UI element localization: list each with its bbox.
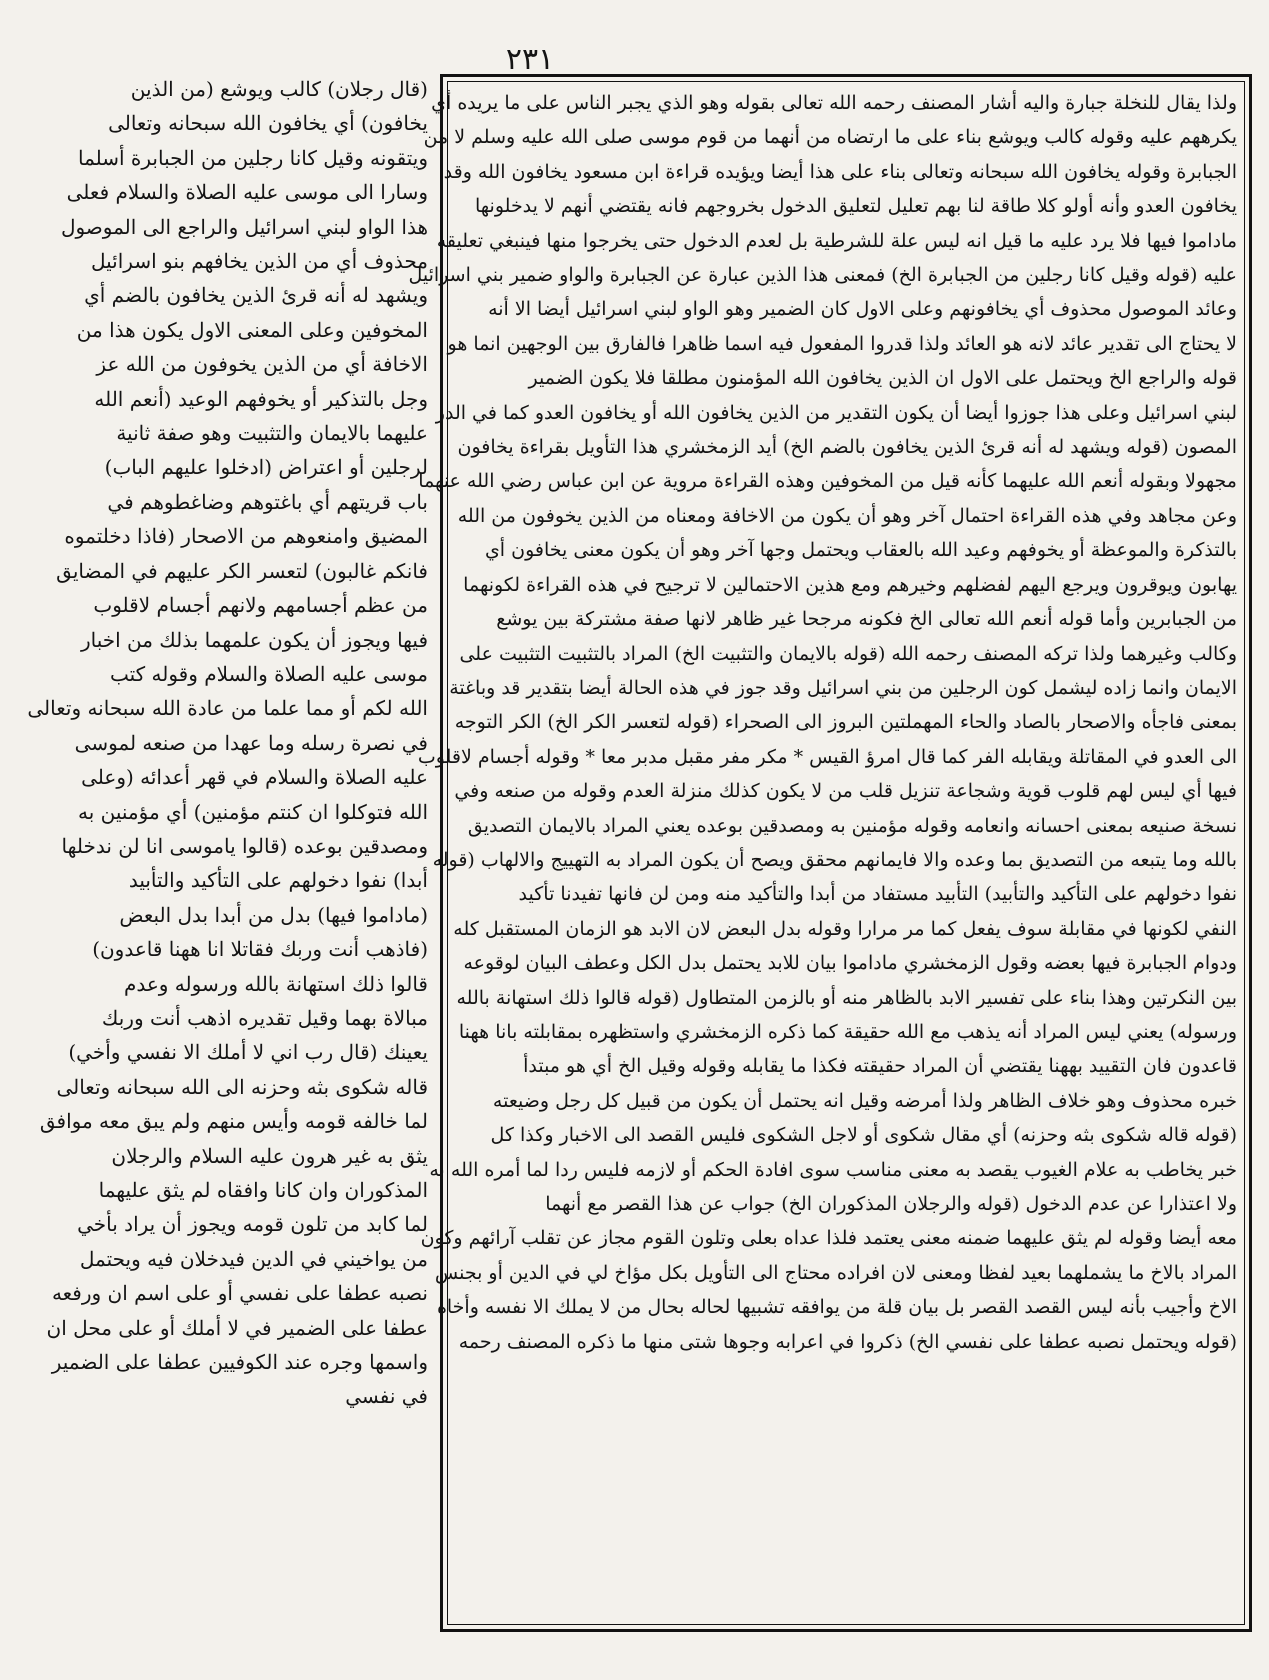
main-text-line: وكالب وغيرهما ولذا تركه المصنف رحمه الله (قوله بالايمان والتثبيت الخ) المراد بالتثبيت التثبيت على xyxy=(459,642,1237,665)
margin-text-line: يخافون) أي يخافون الله سبحانه وتعالى xyxy=(108,111,428,136)
main-text-line: وعائد الموصول محذوف أي يخافونهم وعلى الاول كان الضمير وهو الواو لبني اسرائيل أيضا الا أنه xyxy=(488,298,1237,321)
main-text-line: نفوا دخولهم على التأكيد والتأبيد) التأبيد مستفاد من أبدا والتأكيد منه ومن لن فانها تفيدنا تأكيد xyxy=(518,883,1237,906)
margin-text-line: وجل بالتذكير أو يخوفهم الوعيد (أنعم الله xyxy=(94,386,428,411)
margin-text-line: قاله شكوى بثه وحزنه الى الله سبحانه وتعالى xyxy=(56,1074,428,1099)
main-text-line: لا يحتاج الى تقدير عائد لانه هو العائد ولذا قدروا المفعول فيه اسما ظاهرا فالفارق بين الوجهين انما هو xyxy=(447,332,1237,355)
main-text-line: ورسوله) يعني ليس المراد أنه يذهب مع الله حقيقة كما ذكره الزمخشري واستظهره بمقابلته بانا ههنا xyxy=(458,1020,1237,1043)
margin-text-line: فيها ويجوز أن يكون علمهما بذلك من اخبار xyxy=(80,627,428,652)
main-text-line: الجبابرة وقوله يخافون الله سبحانه وتعالى بناء على هذا أيضا ويؤيده قراءة ابن مسعود يخافون الله وقد xyxy=(443,160,1237,183)
margin-text-line: قالوا ذلك استهانة بالله ورسوله وعدم xyxy=(123,971,428,996)
page-number: ٢٣١ xyxy=(505,42,555,77)
margin-text-line: مبالاة بهما وقيل تقديره اذهب أنت وربك xyxy=(101,1005,428,1030)
margin-text-line: لما كابد من تلون قومه ويجوز أن يراد بأخي xyxy=(77,1212,428,1237)
main-text-line: بين النكرتين وهذا بناء على تفسير الابد بالظاهر منه أو بالزمن المتطاول (قوله قالوا ذلك استهانة بالله xyxy=(456,986,1237,1009)
main-text-line: بالله وما يتبعه من التصديق بما وعده والا فايمانهم محقق ويصح أن يكون المراد به التهييج والالهاب (قوله xyxy=(432,848,1237,871)
main-text-line: الى العدو في المقاتلة ويقابله الفر كما قال امرؤ القيس * مكر مفر مقبل مدبر معا * وقوله أجسام لاقلوب xyxy=(417,745,1237,768)
margin-text-line: الله لكم أو مما علما من عادة الله سبحانه وتعالى xyxy=(27,696,428,721)
main-text-line: يهابون ويوقرون ويرجع اليهم لفضلهم وخيرهم ومع هذين الاحتمالين لا ترجيح في هذه القراءة لكونهما xyxy=(463,573,1237,596)
margin-text-line: محذوف أي من الذين يخافهم بنو اسرائيل xyxy=(91,249,428,274)
main-text-line: بالتذكرة والموعظة أو يخوفهم وعيد الله بالعقاب ويحتمل وجها آخر وهو أن يكون معنى يخافون أي xyxy=(484,539,1237,562)
main-text-line: لبني اسرائيل وعلى هذا جوزوا أيضا أن يكون التقدير من الذين يخافون الله أو يخافون العدو كما في الدر xyxy=(435,401,1237,424)
margin-text-line: ومصدقين بوعده (قالوا ياموسى انا لن ندخلها xyxy=(61,833,428,858)
main-text-line: مجهولا وبقوله أنعم الله عليهما كأنه قيل من المخوفين وهذه القراءة مروية عن ابن عباس رضي الله عنهما xyxy=(418,470,1237,493)
margin-text-line: عليه الصلاة والسلام في قهر أعدائه (وعلى xyxy=(81,765,428,790)
margin-text-line: (فاذهب أنت وربك فقاتلا انا ههنا قاعدون) xyxy=(92,937,428,962)
margin-text-line: ويشهد له أنه قرئ الذين يخافون بالضم أي xyxy=(84,283,428,308)
main-text-line: الاخ وأجيب بأنه ليس القصد القصر بل بيان قلة من يوافقه تشبيها لحاله بحال من لا يملك الا نفسه وأخاه xyxy=(436,1296,1237,1319)
main-text-line: يخافون العدو وأنه أولو كلا طاقة لنا بهم تعليل لتعليق الدخول بخروجهم فانه يقتضي أنهم لا يدخلونها xyxy=(475,195,1237,218)
main-commentary xyxy=(408,86,1237,1620)
margin-text-line: في نصرة رسله وما عهدا من صنعه لموسى xyxy=(74,730,428,755)
margin-text-line: يثق به غير هرون عليه السلام والرجلان xyxy=(111,1143,428,1168)
main-text-line: (قوله قاله شكوى بثه وحزنه) أي مقال شكوى أو لاجل الشكوى فليس القصد الى الاخبار وكذا كل xyxy=(490,1124,1237,1147)
margin-text-line: المخوفين وعلى المعنى الاول يكون هذا من xyxy=(76,317,428,342)
margin-text-line: عليهما بالايمان والتثبيت وهو صفة ثانية xyxy=(116,421,428,446)
main-text-line: المراد بالاخ ما يشملهما بعيد لفظا ومعنى لان افراده محتاج الى التأويل بكل مؤاخ لي في الدين أو بجنس xyxy=(434,1261,1237,1284)
margin-text-line: المذكوران وان كانا وافقاه لم يثق عليهما xyxy=(98,1178,428,1202)
margin-text-line: الاخافة أي من الذين يخوفون من الله عز xyxy=(96,352,428,377)
margin-text-line: (ماداموا فيها) بدل من أبدا بدل البعض xyxy=(119,902,428,927)
margin-text-line: الله فتوكلوا ان كنتم مؤمنين) أي مؤمنين به xyxy=(77,799,428,824)
margin-text-line: من عظم أجسامهم ولانهم أجسام لاقلوب xyxy=(93,593,428,618)
main-text-line: وعن مجاهد وفي هذه القراءة احتمال آخر وهو أن يكون من الاخافة ومعناه من الذين يخوفون من الله xyxy=(457,504,1237,527)
main-text-line: من الجبابرين وأما قوله أنعم الله تعالى الخ فكونه مرجحا غير ظاهر لانها صفة مشتركة بين يوشع xyxy=(496,608,1237,631)
main-text-line: خبره محذوف وهو خلاف الظاهر ولذا أمرضه وقيل انه يحتمل أن يكون من قبيل كل رجل وضيعته xyxy=(492,1089,1237,1112)
margin-text-line: نصبه عطفا على نفسي أو على اسم ان ورفعه xyxy=(51,1281,428,1306)
main-text-line: عليه (قوله وقيل كانا رجلين من الجبابرة الخ) فمعنى هذا الذين عبارة عن الجبابرة والواو ضمير بني اسرائيل xyxy=(408,264,1237,287)
main-text-line: ولذا يقال للنخلة جبارة واليه أشار المصنف رحمه الله تعالى بقوله وهو الذي يجبر الناس على ما يريده أي xyxy=(431,92,1237,114)
margin-text-line: عطفا على الضمير في لا أملك أو على محل ان xyxy=(46,1315,428,1340)
main-text-line: النفي لكونها في مقابلة سوف يفعل كما مر مرارا وقوله بدل البعض لان الابد هو الزمان المستقبل كله xyxy=(453,917,1237,940)
main-text-line: ودوام الجبابرة فيها بعضه وقول الزمخشري ماداموا بيان للابد يحتمل بدل الكل وعطف البيان لوقوعه xyxy=(463,952,1237,975)
main-text-line: (قوله ويحتمل نصبه عطفا على نفسي الخ) ذكروا في اعرابه وجوها شتى منها ما ذكره المصنف رحمه xyxy=(458,1330,1237,1353)
margin-text-line: واسمها وجره عند الكوفيين عطفا على الضمير xyxy=(51,1350,428,1375)
main-text-line: يكرههم عليه وقوله كالب ويوشع بناء على ما ارتضاه من أنهما من قوم موسى صلى الله عليه وسلم لا من xyxy=(423,126,1237,149)
margin-text-line: باب قريتهم أي باغتوهم وضاغطوهم في xyxy=(107,489,428,514)
margin-text-line: فانكم غالبون) لتعسر الكر عليهم في المضايق xyxy=(56,558,428,583)
margin-text-line: لما خالفه قومه وأيس منهم ولم يبق معه موافق xyxy=(39,1109,428,1134)
margin-text-line: وسارا الى موسى عليه الصلاة والسلام فعلى xyxy=(66,180,428,205)
main-text-line: فيها أي ليس لهم قلوب قوية وشجاعة تنزيل قلب من لا يكون كذلك منزلة العدم وقوله من صنعه وفي xyxy=(454,780,1237,803)
main-text-line: ولا اعتذارا عن عدم الدخول (قوله والرجلان المذكوران الخ) جواب عن هذا القصر مع أنهما xyxy=(545,1193,1237,1215)
main-text-line: ماداموا فيها فلا يرد عليه ما قيل انه ليس علة للشرطية بل لعدم الدخول حتى يخرجوا منها فينبغي تعليقه xyxy=(436,229,1237,252)
main-text-line: معه أيضا وقوله لم يثق عليهما ضمنه معنى يعتمد فلذا عداه بعلى وتلون القوم مجاز عن تقلب آرائهم وكون xyxy=(420,1227,1237,1250)
margin-text-line: المضيق وامنعوهم من الاصحار (فاذا دخلتموه xyxy=(64,524,428,549)
main-text-line: قوله والراجع الخ ويحتمل على الاول ان الذين يخافون الله المؤمنون مطلقا فلا يكون الضمير xyxy=(528,367,1237,390)
margin-text-line: يعينك (قال رب اني لا أملك الا نفسي وأخي) xyxy=(68,1040,428,1065)
margin-text-line: (قال رجلان) كالب ويوشع (من الذين xyxy=(130,77,428,101)
main-text-line: المصون (قوله ويشهد له أنه قرئ الذين يخافون بالضم الخ) أيد الزمخشري هذا التأويل بقراءة يخافون xyxy=(457,436,1237,459)
main-text-line: نسخة صنيعه بمعنى احسانه وانعامه وقوله مؤمنين به ومصدقين بوعده يعني المراد بالايمان التصديق xyxy=(467,814,1237,837)
margin-text-line: لرجلين أو اعتراض (ادخلوا عليهم الباب) xyxy=(104,455,428,480)
margin-text-line: من يواخيني في الدين فيدخلان فيه ويحتمل xyxy=(79,1246,428,1271)
margin-text-line: ويتقونه وقيل كانا رجلين من الجبابرة أسلما xyxy=(77,145,428,170)
margin-text-line: في نفسي xyxy=(345,1384,428,1409)
margin-text-line: أبدا) نفوا دخولهم على التأكيد والتأبيد xyxy=(128,868,428,893)
main-text-line: قاعدون فان التقييد بههنا يقتضي أن المراد حقيقته فكذا ما يقابله وقوله وقيل الخ أي هو مبتدأ xyxy=(523,1055,1237,1078)
main-text-line: الايمان وانما زاده ليشمل كون الرجلين من بني اسرائيل وقد جوز في هذه الحالة أيضا بتقدير قد وباغتة xyxy=(449,676,1237,699)
margin-commentary xyxy=(27,72,428,1652)
margin-text-line: موسى عليه الصلاة والسلام وقوله كتب xyxy=(109,661,428,686)
margin-text-line: هذا الواو لبني اسرائيل والراجع الى الموصول xyxy=(60,214,428,239)
main-text-line: خبر يخاطب به علام الغيوب يقصد به معنى مناسب سوى افادة الحكم أو لازمه فليس ردا لما أمره الله به xyxy=(429,1158,1237,1181)
main-text-line: بمعنى فاجأه والاصحار بالصاد والحاء المهملتين البروز الى الصحراء (قوله لتعسر الكر الخ) الكر التوجه xyxy=(454,711,1237,734)
